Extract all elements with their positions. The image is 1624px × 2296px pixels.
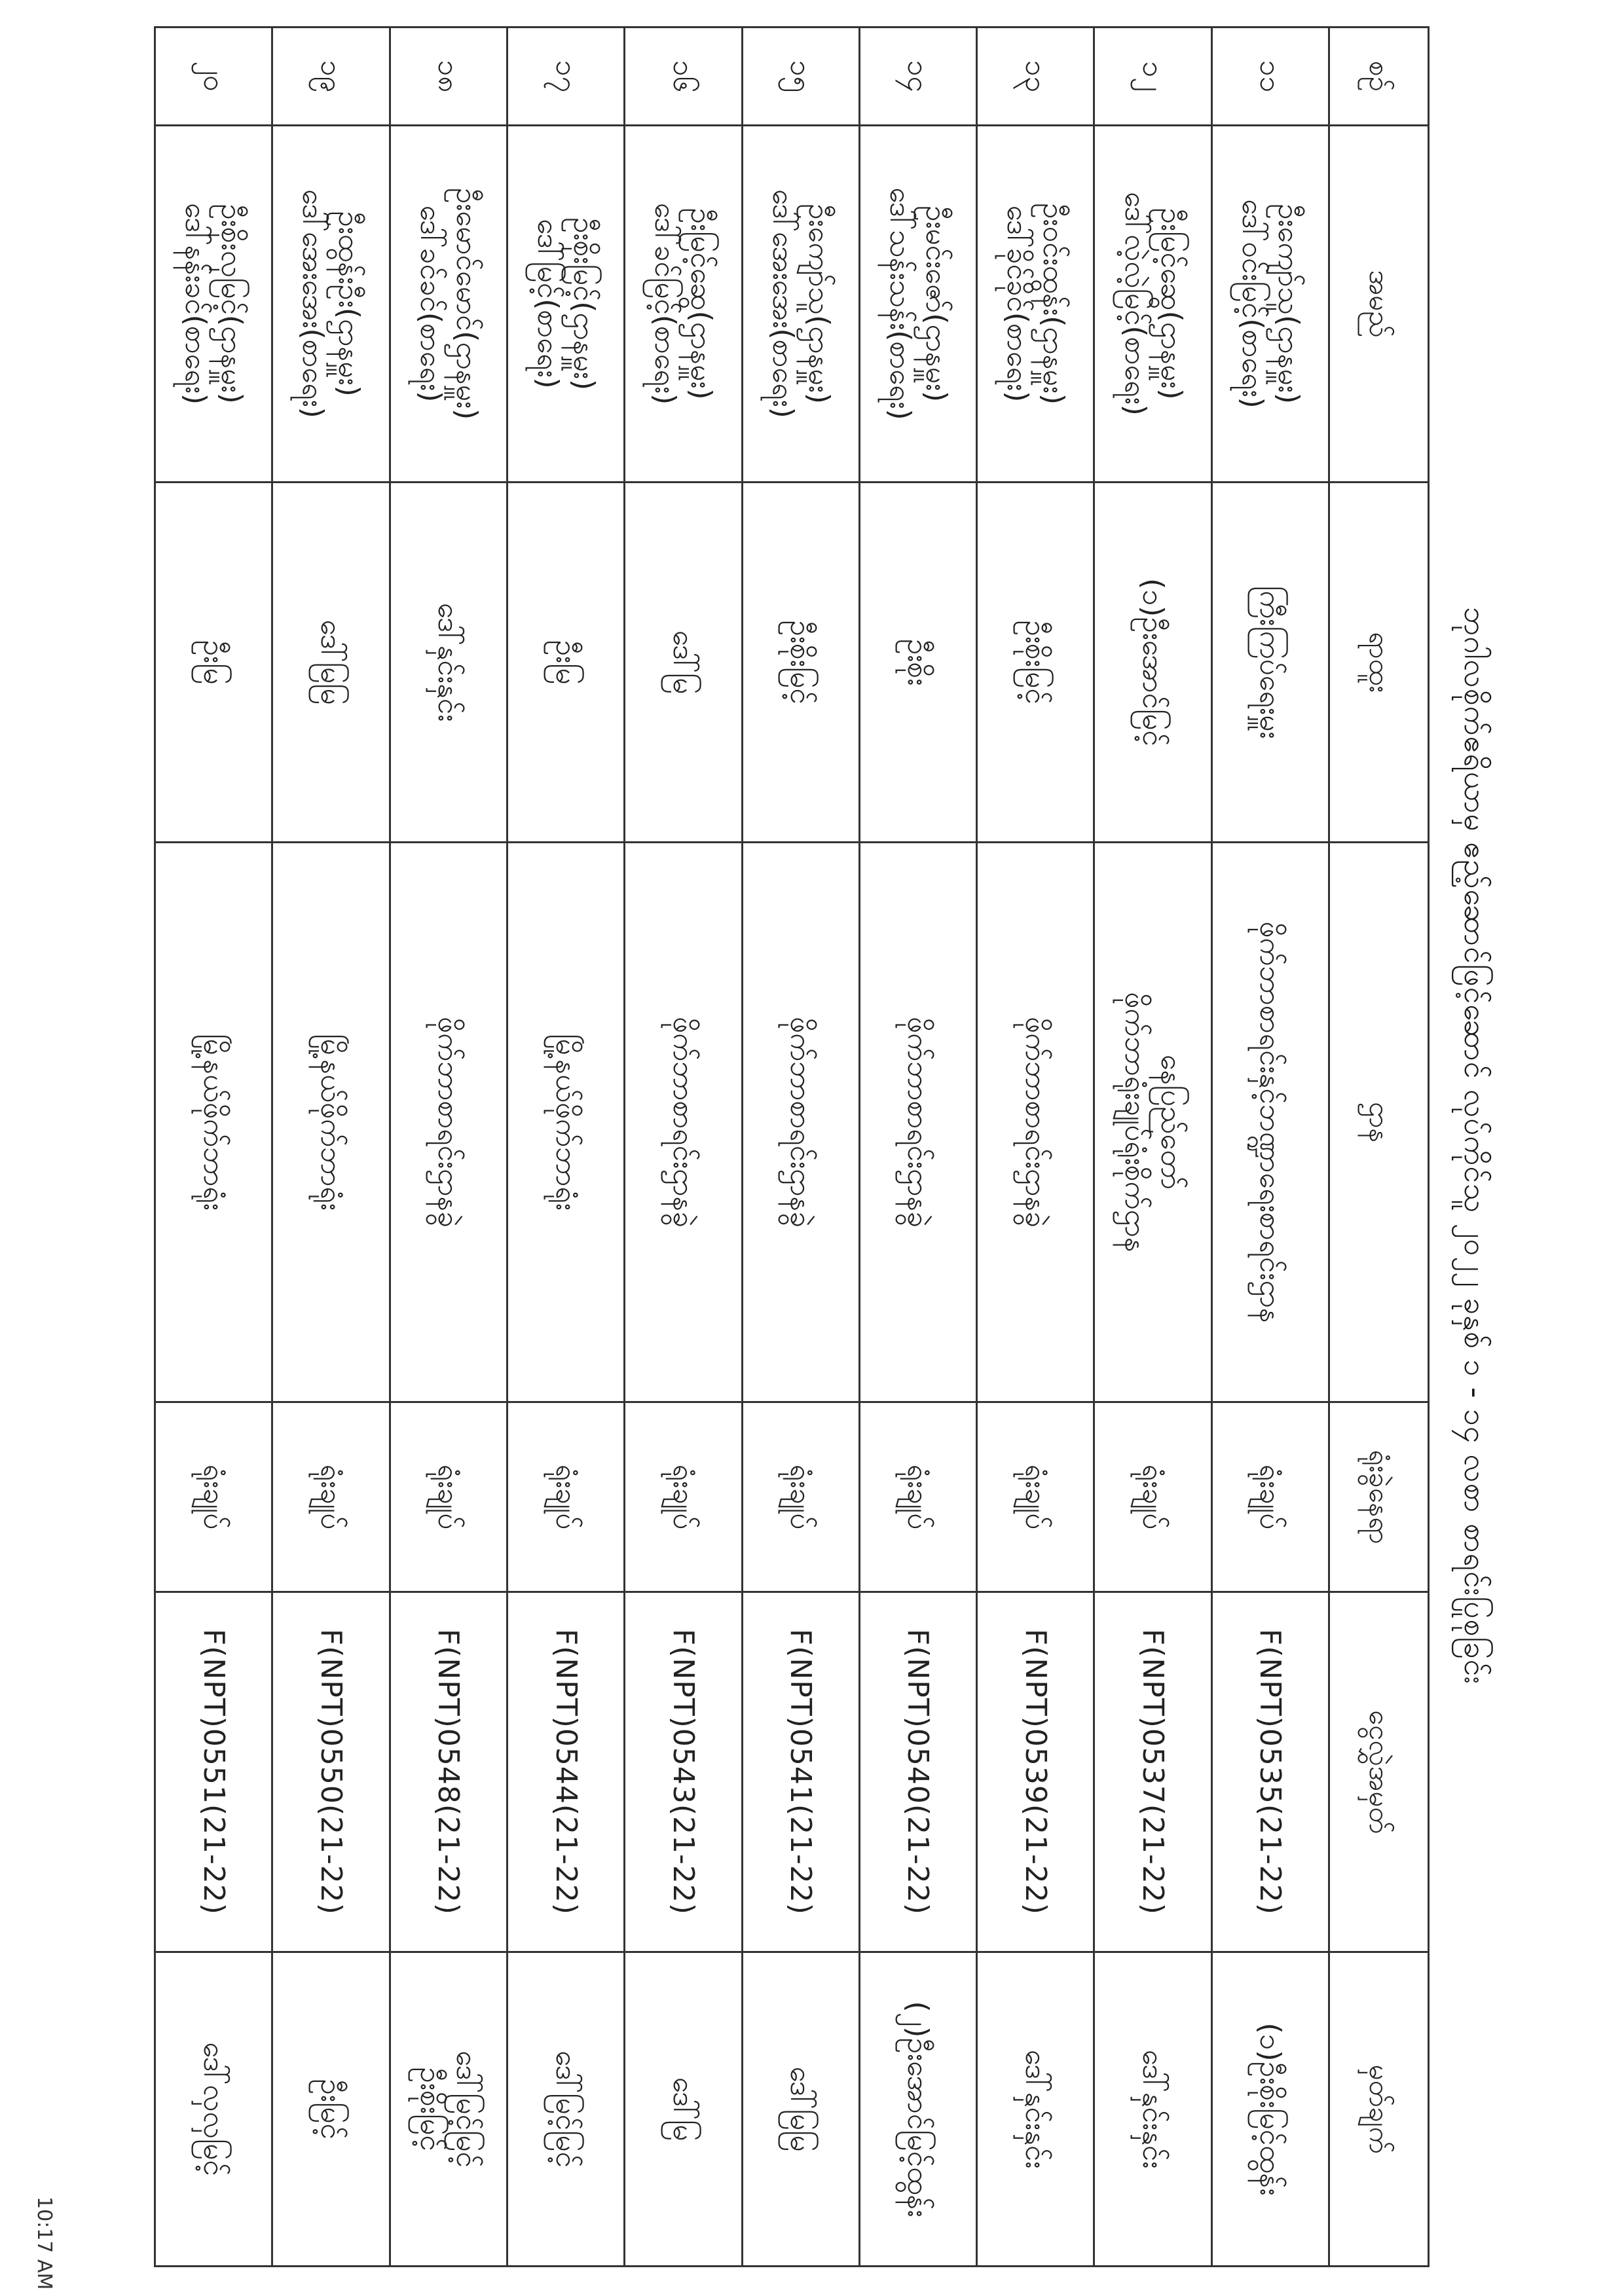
- cell-name: ဦးကျော်သူ(ဌာနမှူး) ဒေါ်ဝင်းမြင့်(စာရေး): [1211, 126, 1329, 483]
- cell-reference: F(NPT)0551(21-22): [155, 1592, 272, 1952]
- header-position: ရာထူး: [1329, 483, 1429, 843]
- cell-department: ဖိုက်ဘာစာရင်းဌာနခွဲ: [390, 843, 507, 1402]
- cell-department: ဖိုက်ဘာစာရင်းဌာနခွဲ: [977, 843, 1094, 1402]
- cell-position: (၁)ဦးအောင်မြင့်: [1094, 483, 1211, 843]
- staff-table: [154, 26, 1430, 2267]
- cell-reference: F(NPT)0548(21-22): [390, 1592, 507, 1952]
- cell-name: ဦးကျော်သူ(ဌာနမှူး) ဒေါ်အေးအေး(စာရေး): [742, 126, 859, 483]
- cell-no: ၁၁: [1211, 27, 1329, 126]
- cell-no: ၁၇: [507, 27, 624, 126]
- cell-office: ရုံးချုပ်: [390, 1402, 507, 1592]
- cell-no: ၁၈: [390, 27, 507, 126]
- cell-office: ရုံးချုပ်: [1211, 1402, 1329, 1592]
- cell-reference: F(NPT)0537(21-22): [1094, 1592, 1211, 1952]
- cell-office: ရုံးချုပ်: [507, 1402, 624, 1592]
- table-row: [390, 27, 507, 2267]
- table-row: [742, 27, 859, 2267]
- cell-position: ဦးစိုး: [859, 483, 976, 843]
- cell-department: ဖိုက်ဘာစာရင်းဌာနခွဲ: [742, 843, 859, 1402]
- cell-name: ဦးထွန်းဦး(ဌာနမှူး) ဒေါ်အေးအေး(စာရေး): [272, 126, 390, 483]
- cell-remark: ဒေါ်မြ: [625, 1952, 742, 2267]
- cell-department: မြို့နယ်ဖိုက်ဘာရုံး: [507, 843, 624, 1402]
- cell-reference: F(NPT)0539(21-22): [977, 1592, 1094, 1952]
- cell-no: ၁၃: [977, 27, 1094, 126]
- cell-department: မြို့နယ်ဖိုက်ဘာရုံး: [272, 843, 390, 1402]
- cell-position: ဦးစိုးမြင့်: [977, 483, 1094, 843]
- cell-no: ၂၀: [155, 27, 272, 126]
- table-row: [272, 27, 390, 2267]
- cell-no: ၁၆: [625, 27, 742, 126]
- cell-department: ဖိုက်ဘာစာရင်းနှင့်ဘဏ္ဍာရေးစာရင်းဌာန: [1211, 843, 1329, 1402]
- cell-remark: ဒေါ်မြင့်မြင့် ဦးစိုးမြင့်: [390, 1952, 507, 2267]
- cell-position: ဦးစိုးမြင့်: [742, 483, 859, 843]
- cell-reference: F(NPT)0543(21-22): [625, 1592, 742, 1952]
- cell-name: ဦးဝင်းထွန်း(ဌာနမှူး) ဒေါ်ခိုင်ခိုင်(စာရေး): [977, 126, 1094, 483]
- cell-remark: ဦးမြင့်: [272, 1952, 390, 2267]
- header-remark: မှတ်ချက်: [1329, 1952, 1429, 2267]
- cell-remark: (၂)ဦးအောင်မြင့်ထွန်း: [859, 1952, 976, 2267]
- cell-name: ဦးမြင့်ဆွေ(ဌာနမှူး) ဒေါ်ခင်မြင့်(စာရေး): [625, 126, 742, 483]
- table-row: [507, 27, 624, 2267]
- cell-remark: ဒေါ်နှင်းနှင်း: [1094, 1952, 1211, 2267]
- header-name: အမည်: [1329, 126, 1429, 483]
- header-office: ရုံးခွဲနေရာ: [1329, 1402, 1429, 1592]
- cell-office: ရုံးချုပ်: [977, 1402, 1094, 1592]
- rotated-document-page: [154, 26, 1508, 2265]
- cell-reference: F(NPT)0544(21-22): [507, 1592, 624, 1952]
- cell-position: ကြီးကြပ်ရေးမှူး: [1211, 483, 1329, 843]
- table-row: [859, 27, 976, 2267]
- table-row: [977, 27, 1094, 2267]
- cell-name: ဦးစိုးလှမြင့်(ဌာနမှူး) ဒေါ်နန်းခင်(စာရေး): [155, 126, 272, 483]
- table-row: [1211, 27, 1329, 2267]
- table-row: [155, 27, 272, 2267]
- cell-name: ဦးစိုးမြင့်(ဌာနမှူး) ဒေါ်မြင့်(စာရေး): [507, 126, 624, 483]
- cell-reference: F(NPT)0535(21-22): [1211, 1592, 1329, 1952]
- header-no: စဉ်: [1329, 27, 1429, 126]
- cell-remark: ဒေါ်နှင်းနှင်း: [977, 1952, 1094, 2267]
- header-department: ဌာန: [1329, 843, 1429, 1402]
- cell-position: ဦးမြ: [507, 483, 624, 843]
- cell-name: ဦးမင်းဇော်(ဌာနမှူး) ဒေါ်သန်းသန်း(စာရေး): [859, 126, 976, 483]
- cell-reference: F(NPT)0550(21-22): [272, 1592, 390, 1952]
- cell-office: ရုံးချုပ်: [272, 1402, 390, 1592]
- cell-position: ဦးမြ: [155, 483, 272, 843]
- cell-department: မြို့နယ်ဖိုက်ဘာရုံး: [155, 843, 272, 1402]
- table-header-row: [1329, 27, 1429, 2267]
- table-row: [1094, 27, 1211, 2267]
- cell-name: ဦးမြင့်ဆွေ(ဌာနမှူး) ဒေါ်လဲ့လဲ့မြင့်(စာရေး): [1094, 126, 1211, 483]
- cell-remark: (၁)ဦးစိုးမြင့်ထွန်း: [1211, 1952, 1329, 2267]
- cell-no: ၁၄: [859, 27, 976, 126]
- cell-position: ဒေါ်မြမြ: [272, 483, 390, 843]
- cell-office: ရုံးချုပ်: [1094, 1402, 1211, 1592]
- cell-no: ၁၉: [272, 27, 390, 126]
- cell-position: ဒေါ်နှင်းနှင်း: [390, 483, 507, 843]
- cell-office: ရုံးချုပ်: [155, 1402, 272, 1592]
- cell-no: ၁၂: [1094, 27, 1211, 126]
- cell-office: ရုံးချုပ်: [742, 1402, 859, 1592]
- cell-remark: ဒေါ်မြင့်မြင့်: [507, 1952, 624, 2267]
- cell-reference: F(NPT)0540(21-22): [859, 1592, 976, 1952]
- cell-no: ၁၅: [742, 27, 859, 126]
- cell-office: ရုံးချုပ်: [859, 1402, 976, 1592]
- document-title: ဘုဂါလစိုက်ဧရိယာမှ ဧည့်ဆောင်ဖြင့်ဆောင် လုပ်ကိုင်သူ ၂၀၂၂ ခုနှစ် ၁ - ၁၄ လစာ စာရင်းပြုစုခြင်း: [1458, 607, 1494, 1685]
- cell-department: နေပြည်တော် ဖိုက်ဘာရုံးချုပ်ရုံးစိုက်ဌာန: [1094, 843, 1211, 1402]
- table-row: [625, 27, 742, 2267]
- cell-office: ရုံးချုပ်: [625, 1402, 742, 1592]
- cell-reference: F(NPT)0541(21-22): [742, 1592, 859, 1952]
- cell-remark: ဒေါ်လှလှမြင့်: [155, 1952, 272, 2267]
- cell-department: ဖိုက်ဘာစာရင်းဌာနခွဲ: [625, 843, 742, 1402]
- print-timestamp: 10:17 AM: [33, 2196, 56, 2290]
- cell-name: ဦးမောင်မောင်(ဌာနမှူး) ဒေါ်ခင်ခင်(စာရေး): [390, 126, 507, 483]
- cell-remark: ဒေါ်မြမြ: [742, 1952, 859, 2267]
- header-reference: ငွေလွှဲအမှတ်: [1329, 1592, 1429, 1952]
- cell-department: ဖိုက်ဘာစာရင်းဌာနခွဲ: [859, 843, 976, 1402]
- cell-position: ဒေါ်မြ: [625, 483, 742, 843]
